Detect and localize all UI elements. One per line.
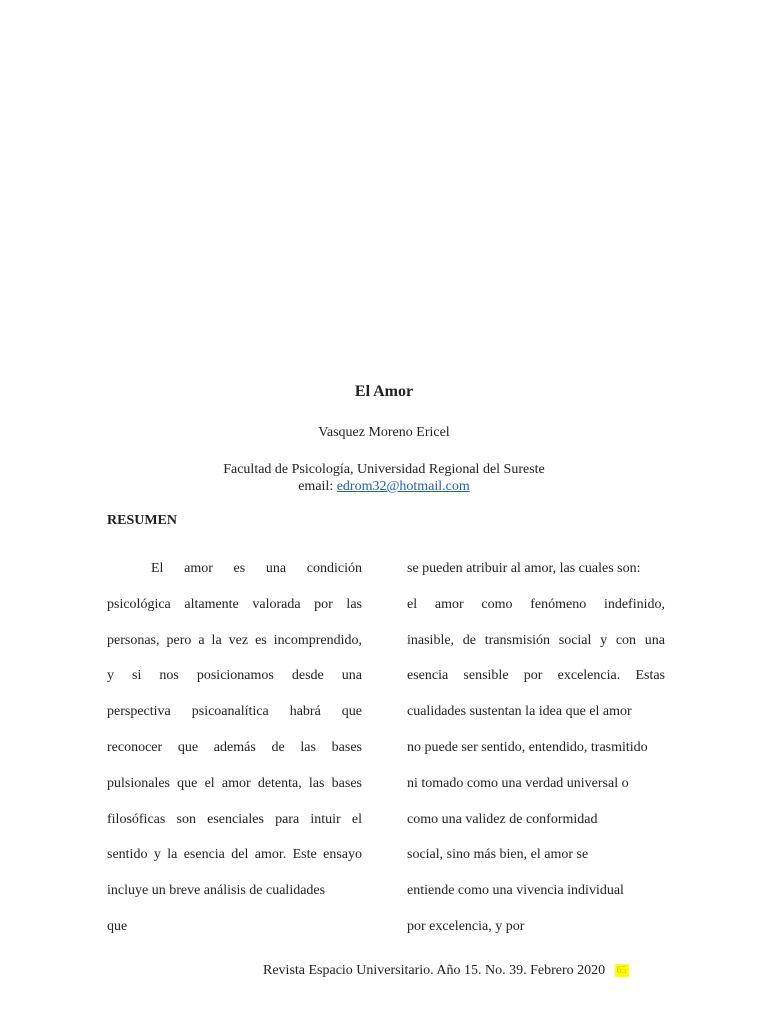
email-link[interactable]: edrom32@hotmail.com <box>336 479 470 494</box>
abstract-line: que <box>107 918 128 934</box>
abstract-line: ni tomado como una verdad universal o <box>407 775 629 791</box>
abstract-line: como una validez de conformidad <box>407 811 598 827</box>
abstract-line: no puede ser sentido, entendido, trasmitido <box>407 739 648 755</box>
abstract-line: social, sino más bien, el amor se <box>407 847 589 863</box>
abstract-line: psicológica altamente valorada por las <box>107 596 362 612</box>
abstract-line: personas, pero a la vez es incomprendido, <box>107 632 362 648</box>
abstract-heading: RESUMEN <box>107 513 178 528</box>
abstract-line: pulsionales que el amor detenta, las bases <box>107 775 362 791</box>
journal-citation: Revista Espacio Universitario. Año 15. No. 39. Febrero 2020 <box>263 963 606 978</box>
abstract-line: cualidades sustentan la idea que el amor <box>407 704 632 720</box>
article-title: El Amor <box>354 383 414 400</box>
abstract-line: entiende como una vivencia individual <box>407 883 624 899</box>
abstract-line: filosóficas son esenciales para intuir el <box>107 811 362 827</box>
abstract-line: y si nos posicionamos desde una <box>107 668 362 684</box>
author-name: Vasquez Moreno Ericel <box>318 425 450 440</box>
page-number: 65 <box>616 965 627 976</box>
abstract-line: esencia sensible por excelencia. Estas <box>407 668 665 684</box>
email-label: email: <box>298 479 334 494</box>
affiliation: Facultad de Psicología, Universidad Regional del Sureste <box>223 462 545 477</box>
abstract-line: el amor como fenómeno indefinido, <box>407 596 665 612</box>
abstract-line: inasible, de transmisión social y con una <box>407 632 665 648</box>
abstract-line: reconocer que además de las bases <box>107 739 362 755</box>
abstract-line: perspectiva psicoanalítica habrá que <box>107 704 362 720</box>
abstract-column-left <box>107 558 362 952</box>
abstract-line: se pueden atribuir al amor, las cuales son: <box>407 561 641 576</box>
author-affiliation-block <box>0 461 768 495</box>
abstract-line: incluye un breve análisis de cualidades <box>107 883 326 899</box>
abstract-line: El amor es una condición <box>151 561 362 576</box>
page-footer <box>263 963 629 979</box>
email-line <box>0 478 768 495</box>
abstract-line: por excelencia, y por <box>407 918 525 934</box>
abstract-line: sentido y la esencia del amor. Este ensayo <box>107 847 362 863</box>
abstract-column-right <box>407 558 665 952</box>
